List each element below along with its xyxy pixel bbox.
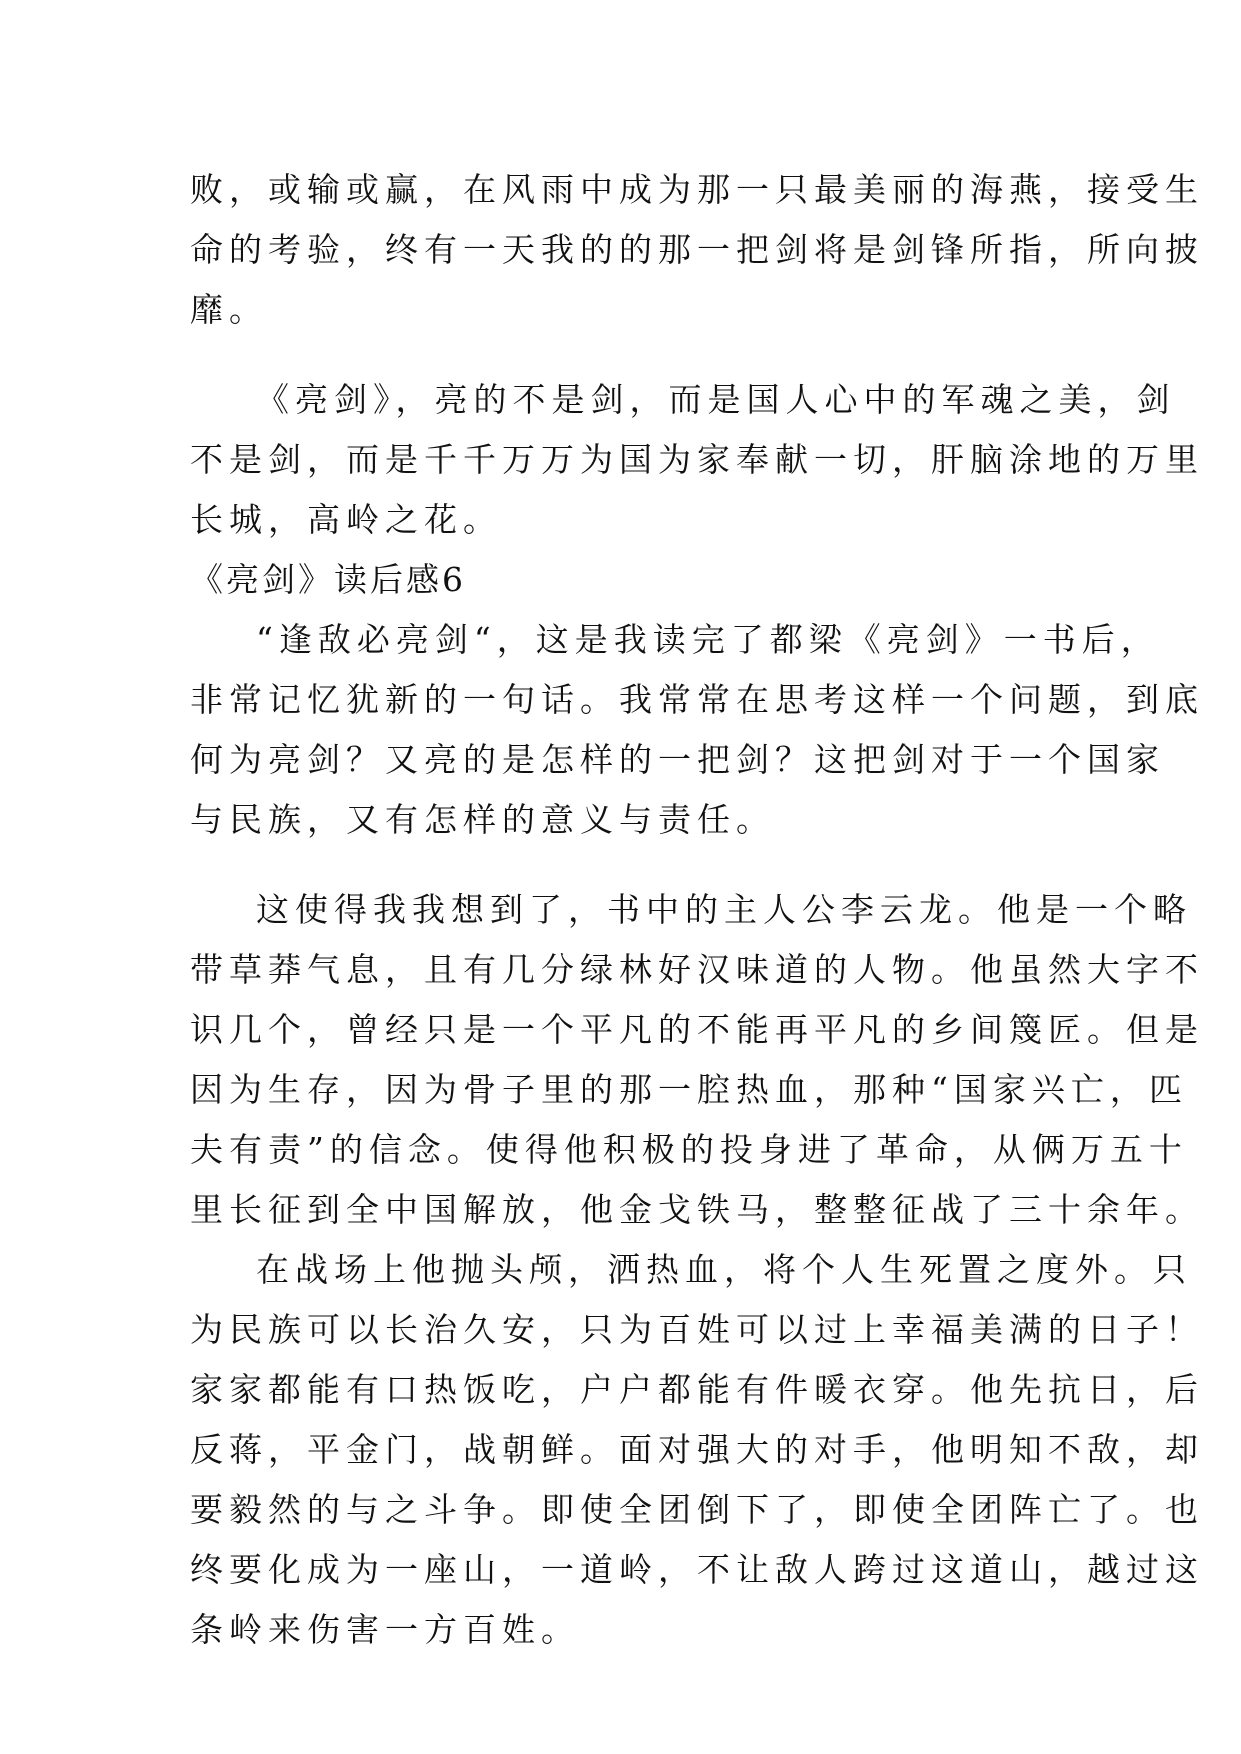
text-line: 里长征到全中国解放，他金戈铁马，整整征战了三十余年。 [190, 1190, 1204, 1229]
text-line: “逢敌必亮剑“，这是我读完了都梁《亮剑》一书后， [256, 620, 1160, 659]
document-body [190, 160, 1204, 1660]
paragraph-3 [190, 610, 1204, 850]
paragraph-1 [190, 160, 1204, 340]
text-line: 夫有责”的信念。使得他积极的投身进了革命，从俩万五十 [190, 1130, 1188, 1169]
text-line: 与民族，又有怎样的意义与责任。 [190, 800, 775, 839]
text-line: 带草莽气息，且有几分绿林好汉味道的人物。他虽然大字不 [190, 950, 1204, 989]
text-line: 反蒋，平金门，战朝鲜。面对强大的对手，他明知不敌，却 [190, 1430, 1204, 1469]
paragraph-spacer [190, 850, 1070, 880]
text-line: 在战场上他抛头颅，洒热血，将个人生死置之度外。只 [256, 1250, 1192, 1289]
text-line: 长城，高岭之花。 [190, 500, 502, 539]
text-line: 《亮剑》，亮的不是剑，而是国人心中的军魂之美，剑 [256, 380, 1176, 419]
paragraph-5 [190, 1240, 1204, 1660]
text-line: 非常记忆犹新的一句话。我常常在思考这样一个问题，到底 [190, 680, 1204, 719]
text-line: 家家都能有口热饭吃，户户都能有件暖衣穿。他先抗日，后 [190, 1370, 1204, 1409]
paragraph-spacer [190, 340, 1070, 370]
section-heading-text: 《亮剑》读后感6 [190, 560, 466, 599]
text-line: 败，或输或赢，在风雨中成为那一只最美丽的海燕，接受生 [190, 170, 1204, 209]
text-line: 不是剑，而是千千万万为国为家奉献一切，肝脑涂地的万里 [190, 440, 1204, 479]
text-line: 因为生存，因为骨子里的那一腔热血，那种“国家兴亡，匹 [190, 1070, 1188, 1109]
text-line: 命的考验，终有一天我的的那一把剑将是剑锋所指，所向披 [190, 230, 1204, 269]
text-line: 这使得我我想到了，书中的主人公李云龙。他是一个略 [256, 890, 1192, 929]
section-heading [190, 550, 1070, 610]
text-line: 识几个，曾经只是一个平凡的不能再平凡的乡间篾匠。但是 [190, 1010, 1204, 1049]
paragraph-2 [190, 370, 1204, 550]
text-line: 靡。 [190, 290, 268, 329]
text-line: 何为亮剑？又亮的是怎样的一把剑？这把剑对于一个国家 [190, 740, 1165, 779]
text-line: 要毅然的与之斗争。即使全团倒下了，即使全团阵亡了。也 [190, 1490, 1204, 1529]
text-line: 为民族可以长治久安，只为百姓可以过上幸福美满的日子！ [190, 1310, 1204, 1349]
text-line: 条岭来伤害一方百姓。 [190, 1610, 580, 1649]
text-line: 终要化成为一座山，一道岭，不让敌人跨过这道山，越过这 [190, 1550, 1204, 1589]
paragraph-4 [190, 880, 1204, 1240]
